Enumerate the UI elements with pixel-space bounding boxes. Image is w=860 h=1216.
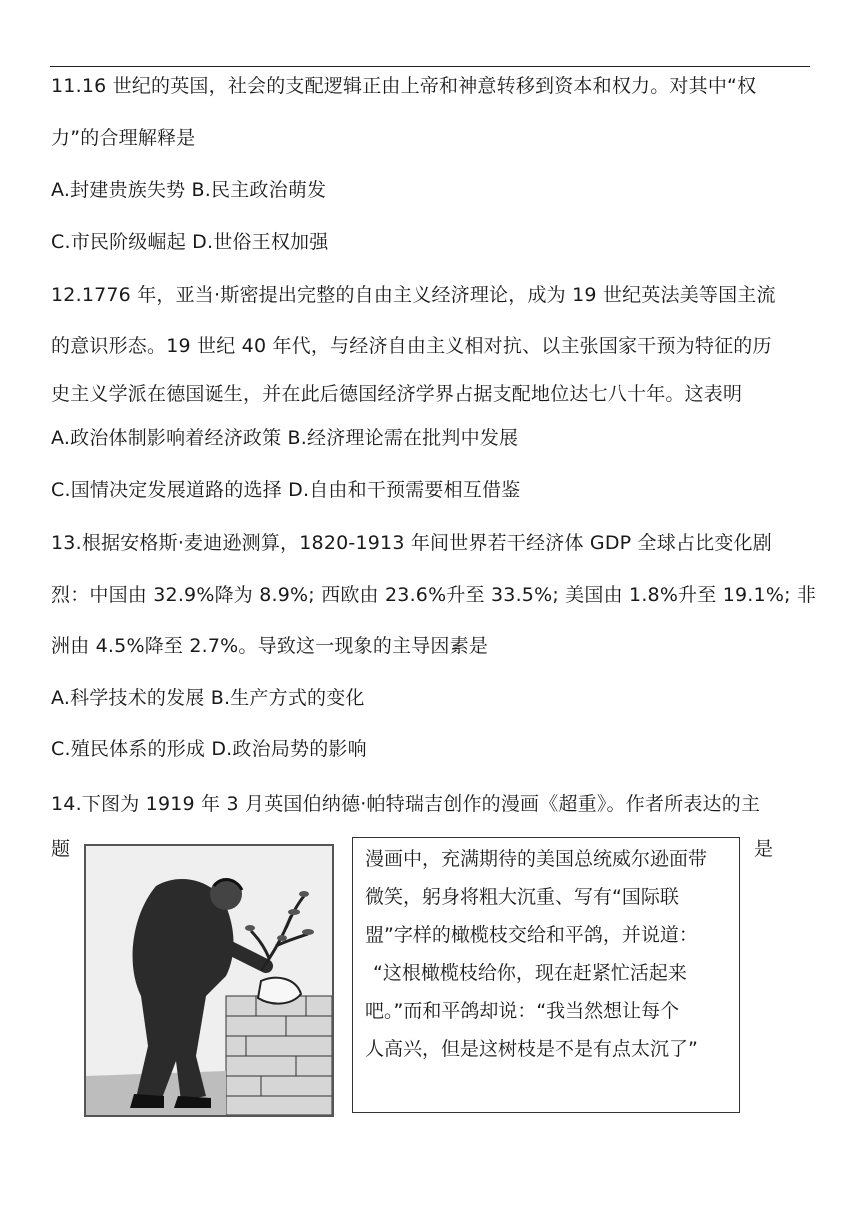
q12-stem-line-2: 的意识形态。19 世纪 40 年代，与经济自由主义相对抗、以主张国家干预为特征的历 xyxy=(51,335,772,357)
q14-stem-word-left: 题 xyxy=(51,838,71,860)
description-line: 微笑，躬身将粗大沉重、写有“国际联 xyxy=(365,886,679,908)
cartoon-description-box xyxy=(352,837,740,1113)
q13-stem-line-1: 13.根据安格斯·麦迪逊测算，1820-1913 年间世界若干经济体 GDP 全球占比变化剧 xyxy=(51,532,772,554)
q11-options-c-d: C.市民阶级崛起 D.世俗王权加强 xyxy=(51,231,329,253)
q12-options-a-b: A.政治体制影响着经济政策 B.经济理论需在批判中发展 xyxy=(51,427,519,449)
q13-options-c-d: C.殖民体系的形成 D.政治局势的影响 xyxy=(51,738,367,760)
description-line: 吧。”而和平鸽却说：“我当然想让每个 xyxy=(365,1000,680,1022)
q14-stem-word-right: 是 xyxy=(754,838,774,860)
q11-stem-line-2: 力”的合理解释是 xyxy=(51,127,196,149)
q13-options-a-b: A.科学技术的发展 B.生产方式的变化 xyxy=(51,687,365,709)
description-line: 盟”字样的橄榄枝交给和平鸽，并说道： xyxy=(365,924,698,946)
description-line: “这根橄榄枝给你，现在赶紧忙活起来 xyxy=(373,962,687,984)
cartoon-image xyxy=(84,844,334,1117)
q12-stem-line-1: 12.1776 年，亚当·斯密提出完整的自由主义经济理论，成为 19 世纪英法美等国主流 xyxy=(51,284,776,306)
q13-stem-line-2: 烈：中国由 32.9%降为 8.9%; 西欧由 23.6%升至 33.5%; 美国由 1.8%升至 19.1%; 非 xyxy=(51,584,817,606)
q14-stem-line-1: 14.下图为 1919 年 3 月英国伯纳德·帕特瑞吉创作的漫画《超重》。作者所表达的主 xyxy=(51,793,761,815)
q12-options-c-d: C.国情决定发展道路的选择 D.自由和干预需要相互借鉴 xyxy=(51,479,521,501)
description-line: 漫画中，充满期待的美国总统威尔逊面带 xyxy=(365,848,708,870)
q13-stem-line-3: 洲由 4.5%降至 2.7%。导致这一现象的主导因素是 xyxy=(51,635,489,657)
top-divider xyxy=(50,66,810,67)
q11-options-a-b: A.封建贵族失势 B.民主政治萌发 xyxy=(51,179,327,201)
description-line: 人高兴，但是这树枝是不是有点太沉了” xyxy=(365,1038,698,1060)
q12-stem-line-3: 史主义学派在德国诞生，并在此后德国经济学界占据支配地位达七八十年。这表明 xyxy=(51,383,743,405)
q11-stem-line-1: 11.16 世纪的英国，社会的支配逻辑正由上帝和神意转移到资本和权力。对其中“权 xyxy=(51,75,757,97)
